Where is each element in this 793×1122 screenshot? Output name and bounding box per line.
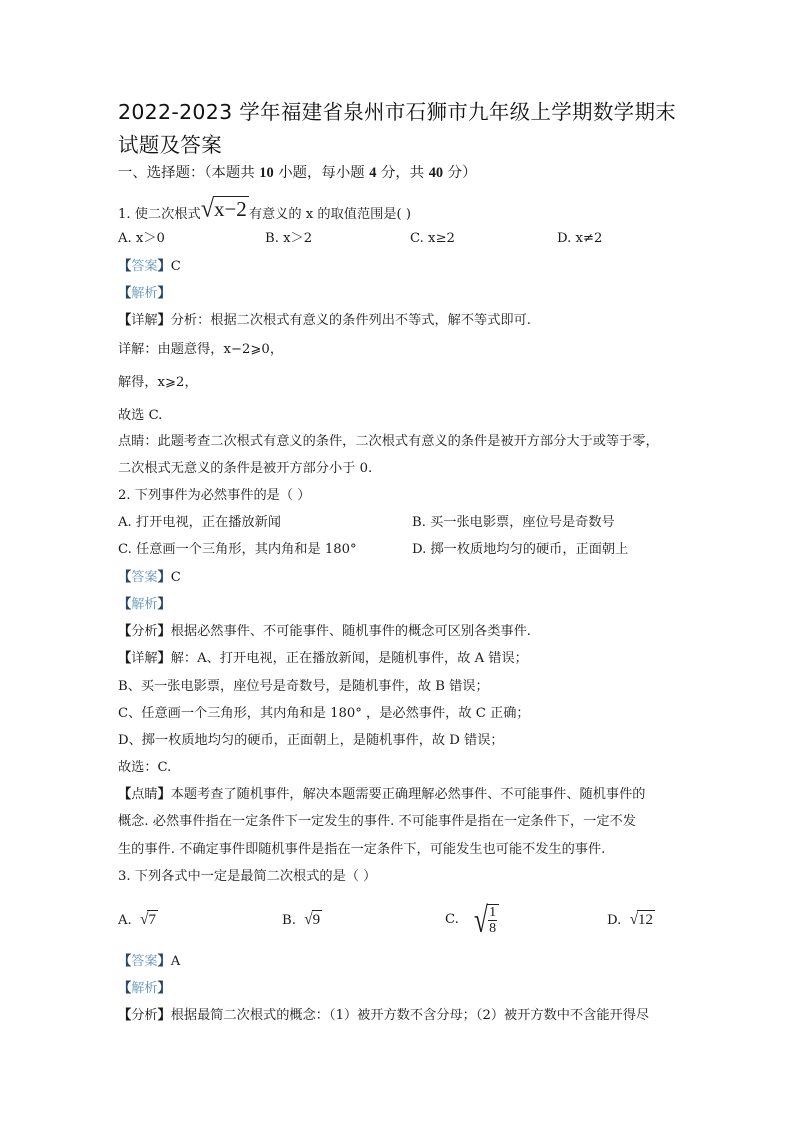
q1-option-b: B. x＞2 bbox=[265, 231, 313, 246]
q2-option-d: D. 掷一枚质地均匀的硬币，正面朝上 bbox=[412, 542, 629, 557]
sqrt-fraction-expression bbox=[471, 902, 499, 938]
q1-note-1: 点睛：此题考查二次根式有意义的条件，二次根式有意义的条件是被开方部分大于或等于零， bbox=[118, 434, 659, 449]
q2-dianjing-2: 概念. 必然事件指在一定条件下一定发生的事件. 不可能事件是指在一定条件下，一定不发 bbox=[118, 814, 636, 829]
fraction: $\frac{1}{8}$ bbox=[489, 905, 497, 936]
q2-dianjing-1: 【点睛】本题考查了随机事件，解决本题需要正确理解必然事件、不可能事件、随机事件的 bbox=[118, 787, 646, 802]
q2-option-c: C. 任意画一个三角形，其内角和是 180° bbox=[118, 542, 357, 557]
sqrt-expression: √x−2 bbox=[200, 194, 247, 223]
q2-detail-3: C、任意画一个三角形，其内角和是 180° ，是必然事件，故 C 正确； bbox=[118, 706, 530, 721]
radical-sign-icon: √ bbox=[474, 900, 489, 940]
q2-answer: 【答案】C bbox=[118, 570, 181, 585]
q1-option-d: D. x≠2 bbox=[557, 231, 603, 246]
q1-note-2: 二次根式无意义的条件是被开方部分小于 0. bbox=[118, 461, 373, 476]
q3-option-c: C. √ $\frac{1}{8}$ bbox=[445, 898, 499, 942]
q3-option-a: A. √7 bbox=[118, 910, 156, 929]
q2-analysis-tag: 【解析】 bbox=[118, 597, 171, 612]
q1-detail-1: 【详解】分析：根据二次根式有意义的条件列出不等式，解不等式即可. bbox=[118, 313, 532, 328]
q3-option-d: D. √12 bbox=[607, 910, 654, 929]
q1-detail-2: 详解：由题意得，x−2⩾0， bbox=[118, 342, 284, 357]
q1-detail-3: 解得，x⩾2， bbox=[118, 375, 198, 390]
q2-fenxi: 【分析】根据必然事件、不可能事件、随机事件的概念可区别各类事件. bbox=[118, 624, 532, 639]
q3-fenxi: 【分析】根据最简二次根式的概念：（1）被开方数不含分母；（2）被开方数中不含能开得尽 bbox=[118, 1008, 650, 1023]
section-heading: 一、选择题：（本题共 10 小题，每小题 4 分，共 40 分） bbox=[118, 165, 477, 181]
radical-sign-icon: √ bbox=[200, 194, 214, 223]
q2-dianjing-3: 生的事件. 不确定事件即随机事件是指在一定条件下，可能发生也可能不发生的事件. bbox=[118, 842, 606, 857]
q2-detail-4: D、掷一枚质地均匀的硬币，正面朝上，是随机事件，故 D 错误； bbox=[118, 733, 504, 748]
q1-analysis-tag: 【解析】 bbox=[118, 286, 171, 301]
radical-sign-icon: √ bbox=[629, 910, 639, 929]
sqrt-expression: √12 bbox=[629, 910, 654, 929]
question-1-stem: 1. 使二次根式√x−2 有意义的 x 的取值范围是( ) bbox=[118, 194, 411, 223]
question-2-stem: 2. 下列事件为必然事件的是（ ） bbox=[118, 488, 311, 503]
q1-detail-4: 故选 C. bbox=[118, 408, 163, 423]
document-title: 2022-2023 学年福建省泉州市石狮市九年级上学期数学期末试题及答案 bbox=[118, 100, 677, 157]
radical-sign-icon: √ bbox=[304, 910, 313, 929]
q3-option-b: B. √9 bbox=[282, 910, 321, 929]
q2-detail-5: 故选：C. bbox=[118, 760, 172, 775]
q1-option-a: A. x＞0 bbox=[118, 231, 165, 246]
q2-detail-2: B、买一张电影票，座位号是奇数号，是随机事件，故 B 错误； bbox=[118, 679, 489, 694]
q1-answer: 【答案】C bbox=[118, 259, 181, 274]
q1-option-c: C. x≥2 bbox=[410, 231, 455, 246]
q2-option-a: A. 打开电视，正在播放新闻 bbox=[118, 515, 281, 530]
sqrt-expression: √9 bbox=[304, 910, 321, 929]
q2-option-b: B. 买一张电影票，座位号是奇数号 bbox=[412, 515, 615, 530]
q3-analysis-tag: 【解析】 bbox=[118, 981, 171, 996]
sqrt-expression: √7 bbox=[140, 910, 156, 929]
q3-answer: 【答案】A bbox=[118, 954, 181, 969]
question-3-stem: 3. 下列各式中一定是最简二次根式的是（ ） bbox=[118, 869, 377, 884]
radical-sign-icon: √ bbox=[140, 910, 149, 929]
q2-detail-1: 【详解】解：A、打开电视，正在播放新闻，是随机事件，故 A 错误； bbox=[118, 651, 528, 666]
